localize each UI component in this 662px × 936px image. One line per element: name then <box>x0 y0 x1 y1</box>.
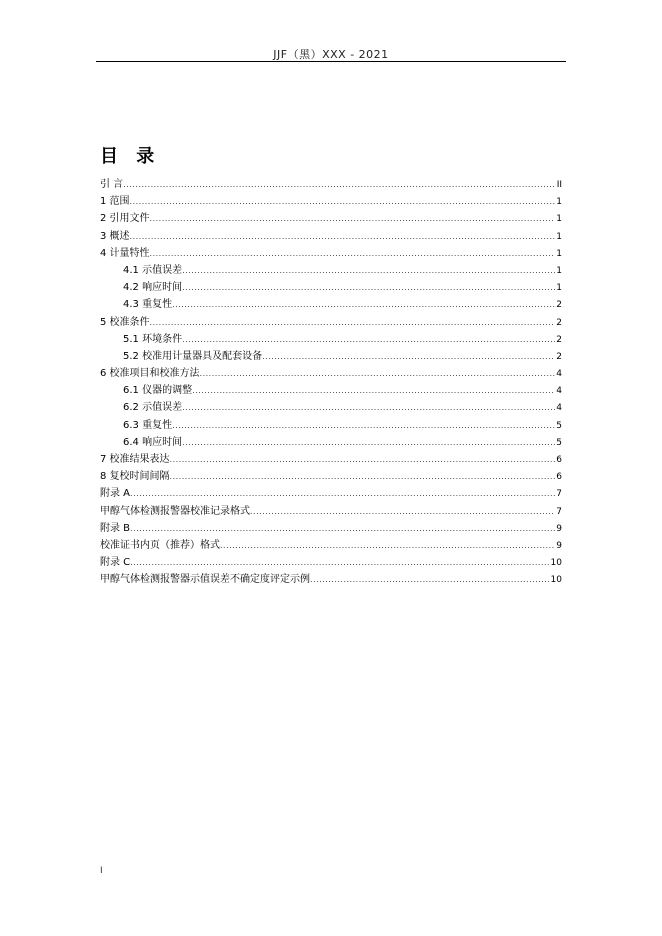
toc-entry[interactable] <box>100 348 562 365</box>
toc-dot-leader <box>192 382 555 399</box>
toc-entry-label: 校准证书内页（推荐）格式 <box>100 539 220 551</box>
toc-entry[interactable] <box>100 245 562 262</box>
toc-entry[interactable] <box>100 365 562 382</box>
toc-entry-page: 7 <box>556 506 562 517</box>
toc-dot-leader <box>130 520 555 537</box>
toc-entry-page: 2 <box>556 351 562 362</box>
toc-dot-leader <box>182 262 555 279</box>
toc-entry-label: 5.2 校准用计量器具及配套设备 <box>123 350 263 362</box>
toc-entry[interactable] <box>100 485 562 502</box>
toc-dot-leader <box>130 485 555 502</box>
toc-entry[interactable] <box>100 262 562 279</box>
toc-entry-page: 6 <box>556 472 562 483</box>
toc-entry-label: 8 复校时间间隔 <box>100 471 170 483</box>
toc-entry-page: II <box>556 180 562 190</box>
toc-entry-label: 7 校准结果表达 <box>100 454 170 465</box>
toc-entry-label: 6.2 示值误差 <box>123 402 183 414</box>
toc-entry[interactable] <box>100 537 562 554</box>
toc-dot-leader <box>150 245 556 262</box>
header-rule <box>96 61 566 62</box>
toc-entry-label: 附录 A <box>100 488 131 500</box>
toc-entry-label: 4.3 重复性 <box>123 299 173 311</box>
toc-entry[interactable] <box>100 503 562 520</box>
toc-entry-page: 4 <box>556 369 562 380</box>
toc-entry-page: 1 <box>556 283 562 294</box>
toc-entry-page: 5 <box>556 437 562 448</box>
toc-entry[interactable] <box>100 399 562 416</box>
toc-entry[interactable] <box>100 520 562 537</box>
toc-dot-leader <box>310 571 550 588</box>
toc-dot-leader <box>250 503 555 520</box>
toc-entry[interactable] <box>100 331 562 348</box>
toc-dot-leader <box>130 193 556 210</box>
toc-entry-page: 1 <box>556 265 562 276</box>
toc-entry-label: 4.1 示值误差 <box>123 264 183 276</box>
toc-entry-label: 6.4 响应时间 <box>123 436 183 448</box>
toc-dot-leader <box>220 537 555 554</box>
toc-entry-page: 1 <box>556 248 562 259</box>
toc-entry-label: 5 校准条件 <box>100 316 150 328</box>
toc-entry-label: 2 引用文件 <box>100 213 150 225</box>
toc-entry[interactable] <box>100 417 562 434</box>
toc-entry[interactable] <box>100 434 562 451</box>
toc-entry-label: 引 言 <box>100 179 124 190</box>
toc-dot-leader <box>182 434 555 451</box>
toc-entry-label: 甲醇气体检测报警器校准记录格式 <box>100 505 250 517</box>
toc-entry[interactable] <box>100 193 562 210</box>
toc-entry-label: 4 计量特性 <box>100 247 150 259</box>
toc-entry-label: 附录 C <box>100 557 131 569</box>
toc-entry-label: 6 校准项目和校准方法 <box>100 368 200 380</box>
toc-entry-page: 10 <box>550 558 562 569</box>
toc-entry[interactable] <box>100 176 562 193</box>
toc-dot-leader <box>182 331 555 348</box>
toc-entry-page: 9 <box>556 523 562 534</box>
toc-entry[interactable] <box>100 451 562 468</box>
toc-dot-leader <box>130 228 556 245</box>
toc-dot-leader <box>170 451 556 468</box>
toc-entry[interactable] <box>100 382 562 399</box>
toc-entry-page: 1 <box>556 197 562 208</box>
toc-entry-label: 6.3 重复性 <box>123 419 173 431</box>
toc-entry-label: 5.1 环境条件 <box>123 333 183 345</box>
toc-entry-page: 2 <box>556 317 562 328</box>
toc-dot-leader <box>170 468 556 485</box>
toc-entry-label: 1 范围 <box>100 196 130 208</box>
toc-dot-leader <box>123 176 556 193</box>
toc-dot-leader <box>130 554 549 571</box>
toc-entry-label: 3 概述 <box>100 230 130 242</box>
toc-entry-page: 4 <box>556 386 562 397</box>
toc-entry[interactable] <box>100 210 562 227</box>
toc-entry-label: 4.2 响应时间 <box>123 282 183 294</box>
toc-dot-leader <box>182 279 555 296</box>
table-of-contents <box>100 176 562 589</box>
toc-entry-page: 10 <box>550 575 562 586</box>
toc-heading: 目 录 <box>100 146 161 167</box>
toc-entry-page: 2 <box>556 334 562 345</box>
toc-entry[interactable] <box>100 279 562 296</box>
toc-dot-leader <box>200 365 556 382</box>
toc-entry-page: 6 <box>556 455 562 465</box>
toc-entry-page: 4 <box>556 403 562 414</box>
toc-dot-leader <box>172 417 555 434</box>
toc-entry-page: 2 <box>556 300 562 311</box>
toc-entry-label: 附录 B <box>100 522 131 534</box>
toc-entry-page: 1 <box>556 231 562 242</box>
toc-dot-leader <box>262 348 555 365</box>
toc-entry[interactable] <box>100 296 562 313</box>
toc-dot-leader <box>182 399 555 416</box>
toc-entry-page: 7 <box>556 489 562 500</box>
footer-page-number: I <box>100 866 103 876</box>
toc-entry[interactable] <box>100 554 562 571</box>
toc-entry-label: 6.1 仪器的调整 <box>123 385 193 397</box>
running-header: JJF（黑）XXX - 2021 <box>273 48 389 61</box>
toc-entry-page: 9 <box>556 540 562 551</box>
toc-dot-leader <box>150 210 556 227</box>
toc-dot-leader <box>150 314 556 331</box>
toc-entry[interactable] <box>100 228 562 245</box>
toc-dot-leader <box>172 296 555 313</box>
toc-entry-page: 5 <box>556 420 562 431</box>
toc-entry[interactable] <box>100 571 562 588</box>
toc-entry[interactable] <box>100 468 562 485</box>
toc-entry[interactable] <box>100 314 562 331</box>
toc-entry-label: 甲醇气体检测报警器示值误差不确定度评定示例 <box>100 574 310 586</box>
toc-entry-page: 1 <box>556 214 562 225</box>
